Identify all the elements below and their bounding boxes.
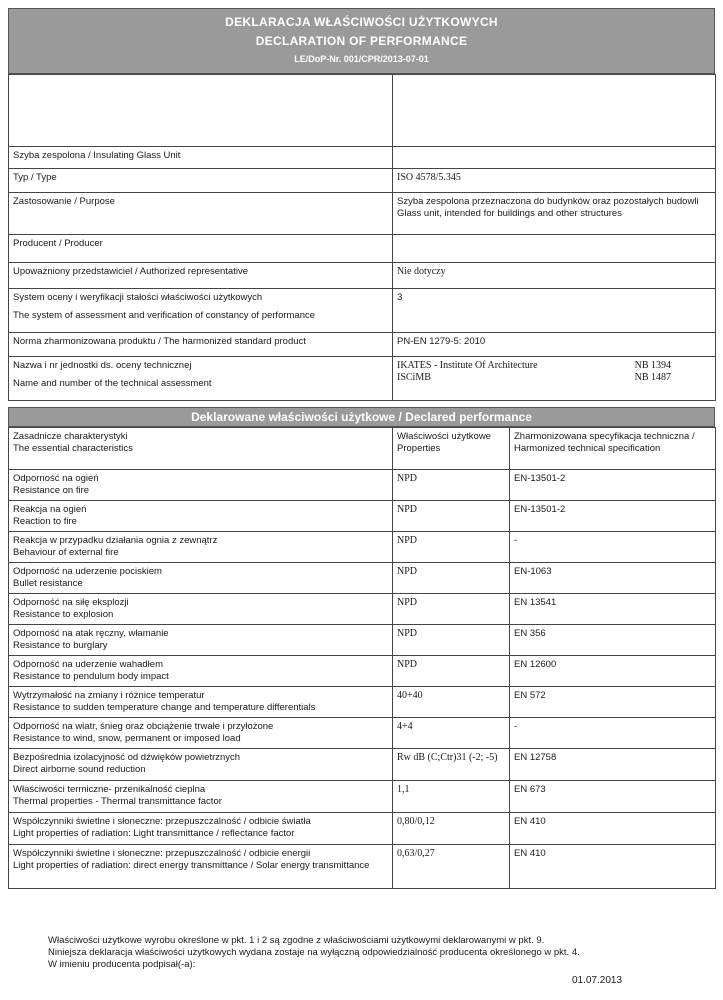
characteristic-polish: Odporność na wiatr, śnieg oraz obciążenie trwałe i przyłożone [13,721,274,732]
performance-row [9,656,716,687]
characteristic-cell [9,563,393,594]
characteristic-english: Resistance on fire [13,485,90,496]
product-info-table [8,74,716,401]
technical-assessment-value [393,357,716,401]
characteristic-polish: Właściwości termiczne- przenikalność cieplna [13,784,206,795]
characteristic-polish: Współczynniki świetlne i słoneczne: przepuszczalność / odbicie energii [13,848,311,859]
column-header-characteristics [9,428,393,470]
performance-row [9,718,716,749]
characteristic-polish: Bezpośrednia izolacyjność od dźwięków powietrznych [13,752,241,763]
column-header-specification: Zharmonizowana specyfikacja techniczna / Harmonized technical specification [510,428,716,470]
property-value: NPD [393,532,510,563]
specification-value: - [510,718,716,749]
footer-line-2: Niniejsza deklaracja właściwości użytkowych wydana zostaje na wyłączną odpowiedzialność producenta określonego w pkt. 4. [48,947,580,958]
characteristic-cell [9,470,393,501]
specification-value: EN 12758 [510,749,716,781]
declared-performance-table [8,427,716,889]
characteristic-english: Reaction to fire [13,516,77,527]
characteristic-cell [9,501,393,532]
characteristic-english: Resistance to pendulum body impact [13,671,169,682]
specification-value: EN-13501-2 [510,470,716,501]
property-value: NPD [393,501,510,532]
performance-row [9,501,716,532]
ta-item [397,360,711,372]
column-header-characteristics-pl: Zasadnicze charakterystyki [13,431,128,442]
norm-label: Norma zharmonizowana produktu / The harmonized standard product [9,333,393,357]
performance-row [9,749,716,781]
characteristic-english: Thermal properties - Thermal transmittance factor [13,796,222,807]
characteristic-english: Direct airborne sound reduction [13,764,146,775]
characteristic-english: Behaviour of external fire [13,547,119,558]
title-polish: DEKLARACJA WŁAŚCIWOŚCI UŻYTKOWYCH [225,15,498,29]
property-value: NPD [393,594,510,625]
representative-label: Upoważniony przedstawiciel / Authorized representative [9,263,393,289]
technical-assessment-label [9,357,393,401]
property-value: 0,80/0,12 [393,813,510,845]
system-label-polish: System oceny i weryfikacji stałości właściwości użytkowych [13,292,263,303]
performance-row [9,625,716,656]
characteristic-polish: Wytrzymałość na zmiany i różnice temperatur [13,690,205,701]
purpose-value-english: Glass unit, intended for buildings and other structures [397,208,622,219]
property-value: 0,63/0,27 [393,845,510,889]
characteristic-english: Light properties of radiation: Light transmittance / reflectance factor [13,828,295,839]
norm-value: PN-EN 1279-5: 2010 [393,333,716,357]
ta-item-nb: NB 1487 [634,372,671,383]
characteristic-cell [9,845,393,889]
characteristic-english: Light properties of radiation: direct energy transmittance / Solar energy transmittance [13,860,370,871]
performance-row [9,687,716,718]
characteristic-polish: Reakcja w przypadku działania ognia z zewnątrz [13,535,218,546]
document-code: LE/DoP-Nr. 001/CPR/2013-07-01 [294,54,429,64]
ta-item [397,372,711,384]
characteristic-english: Resistance to explosion [13,609,114,620]
declared-performance-heading: Deklarowane właściwości użytkowe / Declared performance [8,407,715,427]
document-date: 01.07.2013 [572,975,623,986]
characteristic-cell [9,749,393,781]
title-english: DECLARATION OF PERFORMANCE [255,34,468,48]
column-header-characteristics-en: The essential characteristics [13,443,133,454]
characteristic-cell [9,718,393,749]
performance-row [9,845,716,889]
column-header-properties-en: Properties [397,443,441,454]
characteristic-cell [9,813,393,845]
performance-row [9,532,716,563]
specification-value: EN 12600 [510,656,716,687]
specification-value: EN-1063 [510,563,716,594]
specification-value: EN 410 [510,813,716,845]
characteristic-cell [9,594,393,625]
performance-row [9,594,716,625]
characteristic-polish: Reakcja na ogień [13,504,87,515]
type-label: Typ / Type [9,169,393,193]
property-value: NPD [393,656,510,687]
system-label-english: The system of assessment and verification of constancy of performance [13,310,316,321]
system-label [9,289,393,333]
purpose-value-polish: Szyba zespolona przeznaczona do budynków oraz pozostałych budowli [397,196,699,207]
producer-label: Producent / Producer [9,235,393,263]
system-value: 3 [393,289,716,333]
characteristic-english: Resistance to sudden temperature change and temperature differentials [13,702,316,713]
property-value: NPD [393,470,510,501]
property-value: NPD [393,563,510,594]
characteristic-english: Resistance to burglary [13,640,108,651]
property-value: 1,1 [393,781,510,813]
blank-cell [393,75,716,147]
product-value [393,147,716,169]
product-label: Szyba zespolona / Insulating Glass Unit [9,147,393,169]
producer-value [393,235,716,263]
type-value: ISO 4578/5.345 [393,169,716,193]
blank-cell [9,75,393,147]
performance-row [9,781,716,813]
characteristic-cell [9,687,393,718]
characteristic-polish: Odporność na atak ręczny, włamanie [13,628,169,639]
ta-item-name: IKATES - Institute Of Architecture [397,360,538,371]
document-footer [48,935,668,971]
characteristic-cell [9,781,393,813]
characteristic-cell [9,625,393,656]
characteristic-polish: Odporność na siłę eksplozji [13,597,129,608]
representative-value: Nie dotyczy [393,263,716,289]
property-value: 40+40 [393,687,510,718]
purpose-value [393,193,716,235]
specification-value: EN 356 [510,625,716,656]
ta-item-nb: NB 1394 [634,360,671,371]
ta-label-english: Name and number of the technical assessment [13,378,212,389]
document-header [8,8,715,74]
footer-line-3: W imieniu producenta podpisał(-a): [48,959,196,970]
ta-item-name: ISCiMB [397,372,431,383]
specification-value: EN-13501-2 [510,501,716,532]
property-value: Rw dB (C;Ctr)31 (-2; -5) [393,749,510,781]
property-value: 4+4 [393,718,510,749]
column-header-properties-pl: Właściwości użytkowe [397,431,491,442]
performance-row [9,470,716,501]
specification-value: - [510,532,716,563]
characteristic-cell [9,656,393,687]
specification-value: EN 572 [510,687,716,718]
property-value: NPD [393,625,510,656]
ta-label-polish: Nazwa i nr jednostki ds. oceny technicznej [13,360,192,371]
characteristic-polish: Odporność na uderzenie wahadłem [13,659,163,670]
characteristic-polish: Współczynniki świetlne i słoneczne: przepuszczalność / odbicie światła [13,816,311,827]
purpose-label: Zastosowanie / Purpose [9,193,393,235]
characteristic-polish: Odporność na uderzenie pociskiem [13,566,162,577]
characteristic-english: Resistance to wind, snow, permanent or imposed load [13,733,241,744]
performance-row [9,813,716,845]
specification-value: EN 673 [510,781,716,813]
specification-value: EN 13541 [510,594,716,625]
characteristic-english: Bullet resistance [13,578,83,589]
characteristic-cell [9,532,393,563]
specification-value: EN 410 [510,845,716,889]
performance-rows [9,470,716,889]
characteristic-polish: Odporność na ogień [13,473,99,484]
declaration-document [8,8,715,889]
footer-line-1: Właściwości użytkowe wyrobu określone w pkt. 1 i 2 są zgodne z właściwościami użytkowymi deklarowanymi w pkt. 9. [48,935,545,946]
column-header-properties [393,428,510,470]
performance-row [9,563,716,594]
